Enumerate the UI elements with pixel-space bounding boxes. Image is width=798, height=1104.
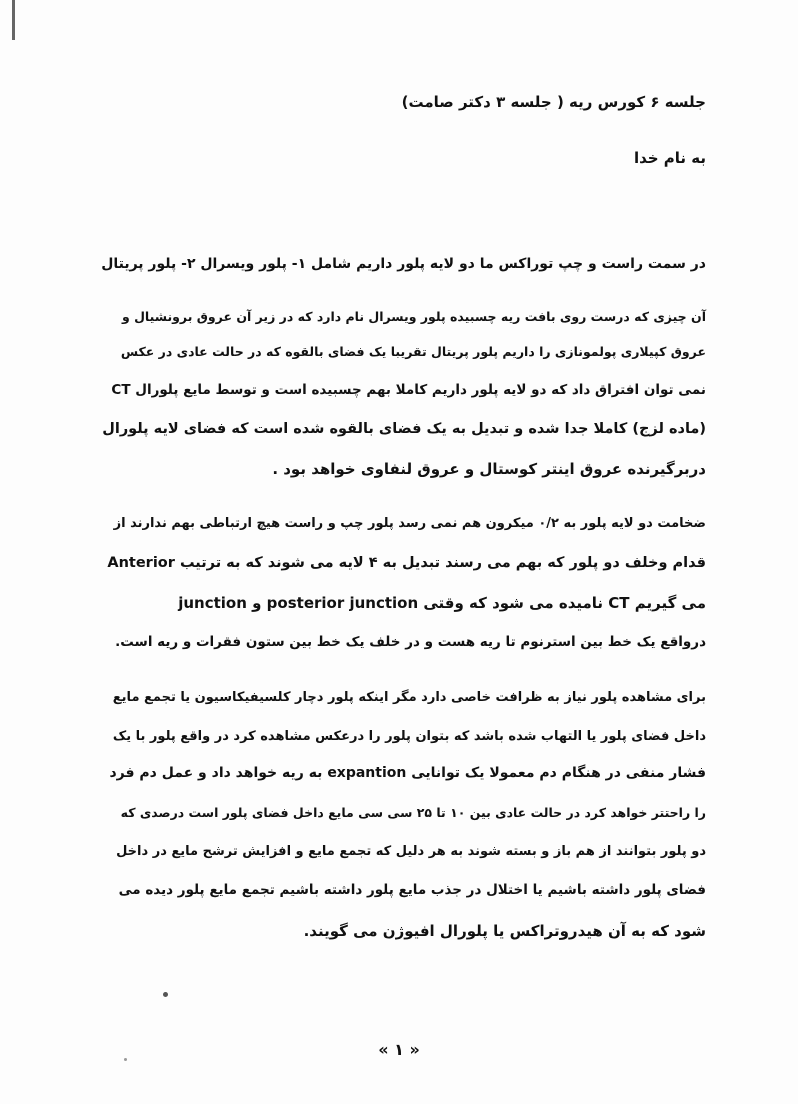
text-line: ضخامت دو لایه پلور به ۰/۲ میکرون هم نمی رسد پلور چپ و راست هیچ ارتباطی بهم ندارند از: [113, 516, 706, 531]
text-line: فضای پلور داشته باشیم یا اختلال در جذب مایع پلور داشته باشیم تجمع مایع پلور دیده می: [118, 882, 706, 898]
text-line: آن چیزی که درست روی بافت ریه چسبیده پلور ویسرال نام دارد که در زیر آن عروق برونشیال و: [121, 309, 706, 324]
text-line: (ماده لزج) کاملا جدا شده و تبدیل به یک فضای بالقوه شده است که فضای لایه پلورال: [102, 421, 706, 437]
text-line: دربرگیرنده عروق اینتر کوستال و عروق لنفاوی خواهد بود .: [272, 460, 706, 478]
session-title: جلسه ۶ کورس ریه ( جلسه ۳ دکتر صامت): [401, 93, 706, 111]
scan-edge-mark: [12, 0, 15, 40]
text-line: CT نمی توان افتراق داد که دو لایه پلور داریم کاملا بهم چسبیده است و توسط مایع پلورال: [111, 382, 706, 398]
page-number: « ۱ »: [378, 1040, 420, 1059]
text-line: در سمت راست و چپ توراکس ما دو لایه پلور داریم شامل ۱- پلور ویسرال ۲- پلور پریتال: [101, 256, 706, 272]
text-line: داخل فضای پلور یا التهاب شده باشد که بتوان پلور را درعکس مشاهده کرد در واقع پلور با یک: [112, 729, 706, 744]
scan-speck: [124, 1058, 127, 1061]
text-line: فشار منفی در هنگام دم معمولا یک توانایی expantion به ریه خواهد داد و عمل دم فرد: [109, 765, 706, 781]
text-line: درواقع یک خط بین استرنوم تا ریه هست و در خلف یک خط بین ستون فقرات و ریه است.: [115, 634, 706, 650]
text-line: را راحتتر خواهد کرد در حالت عادی بین ۱۰ تا ۲۵ سی سی مایع داخل فضای پلور است درصدی که: [120, 805, 706, 820]
text-line: دو پلور بتوانند از هم باز و بسته شوند به هر دلیل که تجمع مایع و افزایش ترشح مایع در داخل: [116, 844, 706, 859]
text-line: شود که به آن هیدروتراکس یا پلورال افیوژن می گویند.: [303, 922, 706, 940]
basmala: به نام خدا: [633, 149, 706, 167]
text-line: junction و posterior junction نامیده می شود که وقتی CT می گیریم: [178, 594, 706, 612]
text-line: عروق کپیلاری پولمونازی را داریم پلور پریتال تقریبا یک فضای بالقوه که در حالت عادی در عکس: [120, 344, 706, 359]
text-line: قدام وخلف دو پلور که بهم می رسند تبدیل به ۴ لایه می شوند که به ترتیب Anterior: [107, 555, 706, 571]
text-line: برای مشاهده پلور نیاز به ظرافت خاصی دارد مگر اینکه پلور دچار کلسیفیکاسیون یا تجمع مایع: [112, 690, 706, 705]
scan-speck: [163, 992, 168, 997]
